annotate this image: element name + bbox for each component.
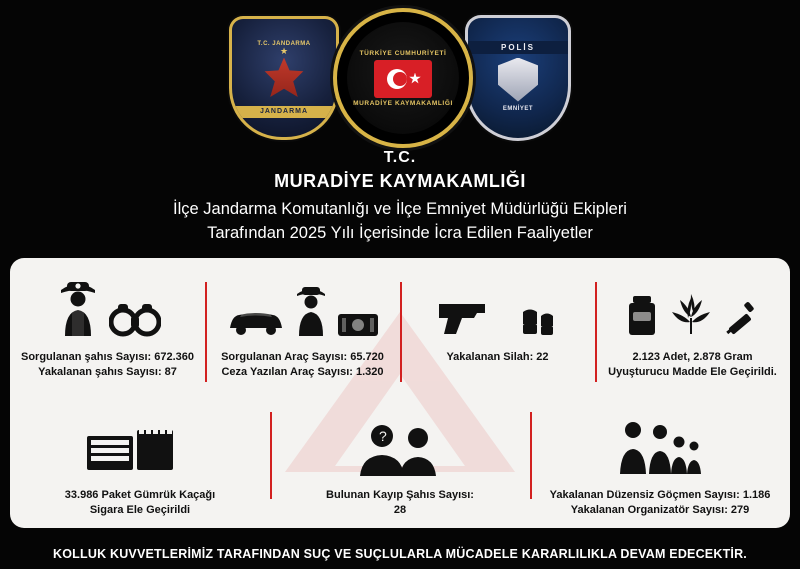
stat-caption (550, 488, 771, 518)
stat-line-2: Yakalanan Organizatör Sayısı: 279 (570, 504, 750, 516)
jandarma-star-icon: ★ (279, 45, 289, 56)
stat-line-2: Sigara Ele Geçirildi (89, 504, 191, 516)
stat-cell-sorgulanan-sahis (10, 268, 205, 396)
crest-row (0, 8, 800, 148)
stat-line-2: Ceza Yazılan Araç Sayısı: 1.320 (221, 366, 384, 378)
jandarma-crest-top-text: T.C. JANDARMA (257, 40, 311, 47)
banknote-icon (336, 310, 380, 340)
police-officer-icon (55, 274, 101, 340)
jandarma-crest-bottom-text: JANDARMA (232, 106, 336, 118)
kaymakamlik-crest-top-text: TÜRKİYE CUMHURİYETİ (359, 49, 447, 57)
bullets-icon (517, 306, 561, 340)
statistics-panel (10, 258, 790, 528)
stat-icons (435, 268, 561, 340)
title-block (0, 148, 800, 245)
car-icon (226, 300, 286, 340)
stat-caption (21, 350, 194, 380)
stats-row-top (10, 268, 790, 396)
handcuffs-icon (109, 300, 161, 340)
flag-star-icon (409, 73, 421, 85)
cigarette-pack-icon (85, 416, 195, 478)
stat-caption (608, 350, 777, 380)
stat-line-1: 2.123 Adet, 2.878 Gram (632, 351, 753, 363)
kaymakamlik-crest (333, 8, 473, 148)
stat-icons (85, 406, 195, 478)
polis-emblem-icon (498, 58, 538, 102)
kaymakamlik-crest-bottom-text: MURADİYE KAYMAKAMLIĞI (353, 99, 453, 107)
missing-persons-icon (352, 418, 448, 478)
stat-line-1: Bulunan Kayıp Şahıs Sayısı: (326, 489, 474, 501)
stat-line-1: Sorgulanan Araç Sayısı: 65.720 (221, 351, 384, 363)
title-institution: MURADİYE KAYMAKAMLIĞI (274, 171, 526, 191)
stat-line-1: 33.986 Paket Gümrük Kaçağı (64, 489, 216, 501)
jandarma-emblem-icon (261, 58, 307, 104)
stat-icons (605, 406, 715, 478)
stat-icons (55, 268, 161, 340)
migrant-family-icon (605, 416, 715, 478)
stats-row-bottom (10, 406, 790, 521)
title-tc: T.C. (383, 149, 417, 166)
stat-line-2: Uyuşturucu Madde Ele Geçirildi. (608, 366, 777, 378)
stat-cell-yakalanan-silah (400, 268, 595, 396)
turkish-flag-icon (374, 60, 432, 98)
cannabis-leaf-icon (668, 288, 714, 340)
pistol-icon (435, 294, 509, 340)
stat-line-1: Yakalanan Düzensiz Göçmen Sayısı: 1.186 (549, 489, 771, 501)
stat-cell-sorgulanan-arac (205, 268, 400, 396)
polis-crest-top-text: POLİS (468, 41, 568, 54)
stat-icons (226, 268, 380, 340)
stat-line-2: Yakalanan şahıs Sayısı: 87 (38, 366, 177, 378)
stat-caption (65, 488, 215, 518)
title-subtitle-line1: İlçe Jandarma Komutanlığı ve İlçe Emniyet Müdürlüğü Ekipleri (173, 200, 627, 218)
syringe-icon (722, 296, 762, 340)
jandarma-crest (229, 16, 339, 140)
stat-cell-duzensiz-gocmen (530, 406, 790, 521)
stat-line-2: 28 (393, 504, 407, 516)
stat-cell-kayip-sahis (270, 406, 530, 521)
stat-icons (352, 406, 448, 478)
traffic-officer-icon (294, 280, 328, 340)
stat-line-1: Sorgulanan şahıs Sayısı: 672.360 (20, 351, 195, 363)
stat-cell-uyusturucu-madde (595, 268, 790, 396)
polis-crest (465, 15, 571, 141)
stat-cell-sigara-kacakcilik (10, 406, 270, 521)
stat-caption (221, 350, 384, 380)
stat-caption (446, 350, 548, 365)
pill-bottle-icon (624, 292, 660, 340)
svg-text:?: ? (379, 428, 387, 444)
polis-crest-bottom-text: EMNİYET (502, 105, 534, 112)
footer-text: KOLLUK KUVVETLERİMİZ TARAFINDAN SUÇ VE SUÇLULARLA MÜCADELE KARARLILIKLA DEVAM EDECEKTİR. (53, 547, 747, 561)
stat-caption (326, 488, 474, 518)
stat-line-1: Yakalanan Silah: 22 (446, 351, 549, 363)
stat-icons (624, 268, 762, 340)
title-subtitle-line2: Tarafından 2025 Yılı İçerisinde İcra Edilen Faaliyetler (207, 224, 593, 242)
